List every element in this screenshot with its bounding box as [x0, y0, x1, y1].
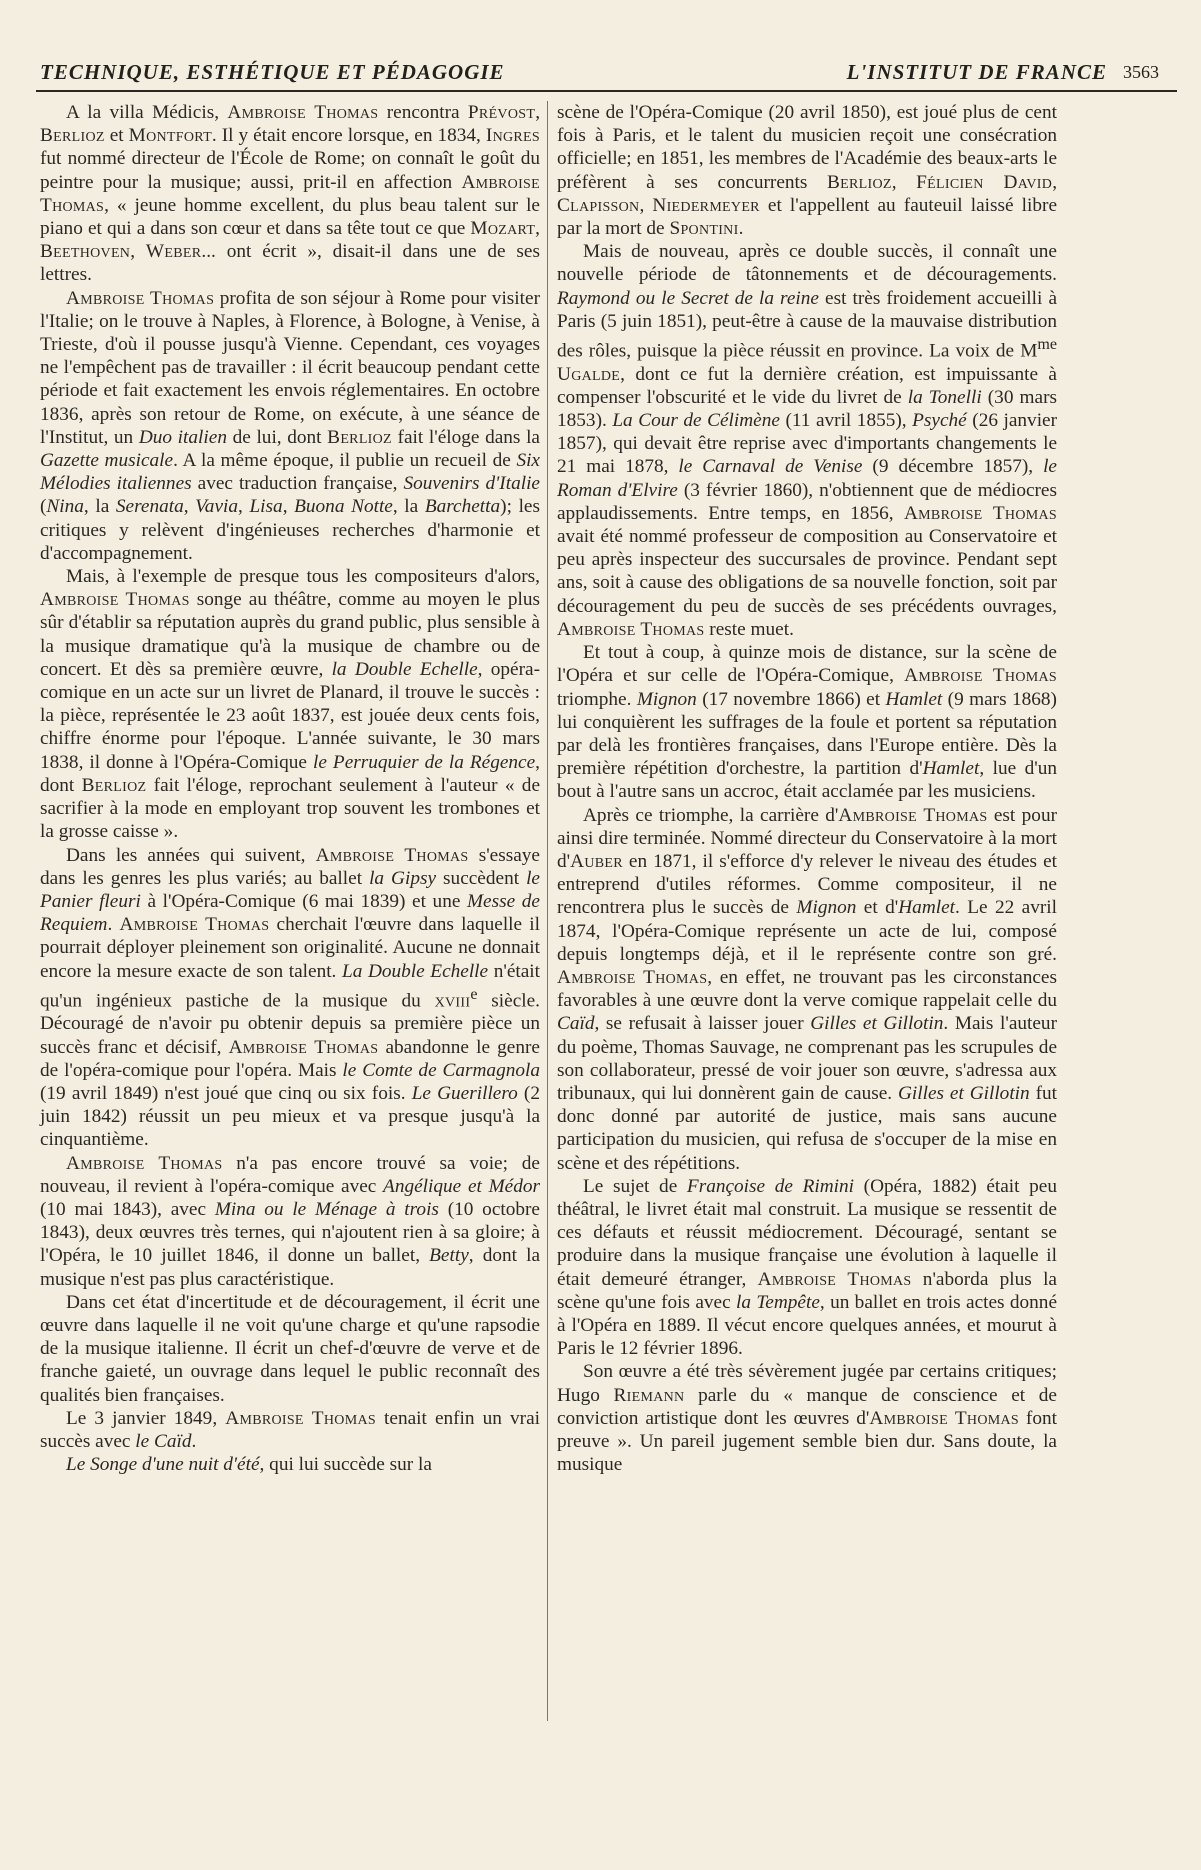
- paragraph: Dans cet état d'incertitude et de découragement, il écrit une œuvre dans laquelle il ne voit qu'une charge et qu'une rapsodie de la musique italienne. Il écrit un chef-d'œuvre de verve et de franche gaieté, un ouvrage dans lequel le public reconnaît des qualités bien françaises.: [40, 1291, 540, 1406]
- paragraph: Ambroise Thomas profita de son séjour à Rome pour visiter l'Italie; on le trouve à Naples, à Florence, à Bologne, à Venise, à Trieste, d'où il pousse jusqu'à Vienne. Cependant, ces voyages ne l'empêchent pas de travailler : il écrit beaucoup pendant cette période et fait exactement les envois réglementaires. En octobre 1836, après son retour de Rome, on exécute, à une séance de l'Institut, un Duo italien de lui, dont Berlioz fait l'éloge dans la Gazette musicale. A la même époque, il publie un recueil de Six Mélodies italiennes avec traduction française, Souvenirs d'Italie (Nina, la Serenata, Vavia, Lisa, Buona Notte, la Barchetta); les critiques y relèvent d'ingénieuses recherches d'harmonie et d'accompagnement.: [40, 287, 540, 564]
- running-header: [40, 60, 1159, 94]
- paragraph: Après ce triomphe, la carrière d'Ambroise Thomas est pour ainsi dire terminée. Nommé directeur du Conservatoire à la mort d'Auber en 1871, il s'efforce d'y relever le niveau des études et entreprend d'utiles réformes. Comme compositeur, il ne rencontrera plus le succès de Mignon et d'Hamlet. Le 22 avril 1874, l'Opéra-Comique représente un acte de lui, composé depuis longtemps déjà, et il le représente contre son gré. Ambroise Thomas, en effet, ne trouvant pas les circonstances favorables à une œuvre dont la verve comique rappelait celle du Caïd, se refusait à laisser jouer Gilles et Gillotin. Mais l'auteur du poème, Thomas Sauvage, ne comprenant pas les scrupules de son collaborateur, pressé de voir jouer son œuvre, s'adressa aux tribunaux, qui lui donnèrent gain de cause. Gilles et Gillotin fut donc donné par autorité de justice, mais sans aucune participation du musicien, qui refusa de s'occuper de la mise en scène et des répétitions.: [557, 804, 1058, 1174]
- paragraph: Dans les années qui suivent, Ambroise Thomas s'essaye dans les genres les plus variés; au ballet la Gipsy succèdent le Panier fleuri à l'Opéra-Comique (6 mai 1839) et une Messe de Requiem. Ambroise Thomas cherchait l'œuvre dans laquelle il pourrait déployer pleinement son originalité. Aucune ne donnait encore la mesure exacte de son talent. La Double Echelle n'était qu'un ingénieux pastiche de la musique du xviii$^e$ siècle. Découragé de n'avoir pu obtenir depuis sa première pièce un succès franc et décisif, Ambroise Thomas abandonne le genre de l'opéra-comique pour l'opéra. Mais le Comte de Carmagnola (19 avril 1849) n'est joué que cinq ou six fois. Le Guerillero (2 juin 1842) réussit un peu mieux et va presque jusqu'à la cinquantième.: [40, 844, 541, 1151]
- running-title-right: L'INSTITUT DE FRANCE: [846, 60, 1107, 84]
- paragraph: Le Songe d'une nuit d'été, qui lui succède sur la: [66, 1454, 432, 1476]
- page-number: 3563: [1123, 62, 1159, 82]
- paragraph: Le 3 janvier 1849, Ambroise Thomas tenait enfin un vrai succès avec le Caïd.: [40, 1407, 540, 1452]
- paragraph: scène de l'Opéra-Comique (20 avril 1850), est joué plus de cent fois à Paris, et le talent du musicien reçoit une consécration officielle; en 1851, les membres de l'Académie des beaux-arts le préfèrent à ses concurrents Berlioz, Félicien David, Clapisson, Niedermeyer et l'appellent au fauteuil laissé libre par la mort de Spontini.: [557, 102, 1058, 240]
- running-title-left: TECHNIQUE, ESTHÉTIQUE ET PÉDAGOGIE: [40, 60, 505, 84]
- paragraph: Et tout à coup, à quinze mois de distance, sur la scène de l'Opéra et sur celle de l'Opéra-Comique, Ambroise Thomas triomphe. Mignon (17 novembre 1866) et Hamlet (9 mars 1868) lui conquièrent les suffrages de la foule et portent sa réputation par delà les frontières françaises, dans l'Europe entière. Dès la première répétition d'orchestre, la partition d'Hamlet, lue d'un bout à l'autre sans un accroc, était acclamée par les musiciens.: [557, 642, 1057, 803]
- right-column: [557, 101, 1057, 1476]
- paragraph: Son œuvre a été très sévèrement jugée par certains critiques; Hugo Riemann parle du « manque de conscience et de conviction artistique dont les œuvres d'Ambroise Thomas font preuve ». Un pareil jugement semble bien dur. Sans doute, la musique: [557, 1361, 1057, 1476]
- paragraph: Ambroise Thomas n'a pas encore trouvé sa voie; de nouveau, il revient à l'opéra-comique avec Angélique et Médor (10 mai 1843), avec Mina ou le Ménage à trois (10 octobre 1843), deux œuvres très ternes, qui n'ajoutent rien à sa gloire; à l'Opéra, le 10 juillet 1846, il donne un ballet, Betty, dont la musique n'est pas plus caractéristique.: [40, 1152, 540, 1290]
- left-column: [40, 101, 540, 1476]
- paragraph: Le sujet de Françoise de Rimini (Opéra, 1882) était peu théâtral, le livret était mal construit. La musique se ressentit de ces défauts et réussit médiocrement. Découragé, sentant se produire dans la musique française une évolution à laquelle il était demeuré étranger, Ambroise Thomas n'aborda plus la scène qu'une fois avec la Tempête, un ballet en trois actes donné à l'Opéra en 1889. Il vécut encore quelques années, et mourut à Paris le 12 février 1896.: [557, 1175, 1057, 1360]
- paragraph: Mais de nouveau, après ce double succès, il connaît une nouvelle période de tâtonnements et de découragements. Raymond ou le Secret de la reine est très froidement accueilli à Paris (5 juin 1851), peut-être à cause de la mauvaise distribution des rôles, puisque la pièce réussit en province. La voix de $M^{me}$ Ugalde, dont ce fut la dernière création, est impuissante à compenser l'obscurité et le vide du livret de la Tonelli (30 mars 1853). La Cour de Célimène (11 avril 1855), Psyché (26 janvier 1857), qui devait être reprise avec d'importants changements le 21 mai 1878, le Carnaval de Venise (9 décembre 1857), le Roman d'Elvire (3 février 1860), n'obtiennent que de médiocres applaudissements. Entre temps, en 1856, Ambroise Thomas avait été nommé professeur de composition au Conservatoire et peu après inspecteur des succursales de province. Pendant sept ans, soit à cause des obligations de sa nouvelle fonction, soit par découragement du peu de succès de ses précédents ouvrages, Ambroise Thomas reste muet.: [557, 241, 1058, 640]
- header-rule: [36, 90, 1177, 92]
- paragraph: Mais, à l'exemple de presque tous les compositeurs d'alors, Ambroise Thomas songe au théâtre, comme au moyen le plus sûr d'établir sa réputation auprès du grand public, plus sensible à la musique dramatique qu'à la musique de chambre ou de concert. Et dès sa première œuvre, la Double Echelle, opéra-comique en un acte sur un livret de Planard, il trouve le succès : la pièce, représentée le 23 août 1837, est jouée deux cents fois, chiffre énorme pour l'époque. L'année suivante, le 30 mars 1838, il donne à l'Opéra-Comique le Perruquier de la Régence, dont Berlioz fait l'éloge, reprochant seulement à l'auteur « de sacrifier à la mode en employant trop souvent les trombones et la grosse caisse ».: [40, 566, 540, 843]
- column-separator: [547, 101, 548, 1721]
- paragraph: A la villa Médicis, Ambroise Thomas rencontra Prévost, Berlioz et Montfort. Il y était encore lorsque, en 1834, Ingres fut nommé directeur de l'École de Rome; on connaît le goût du peintre pour la musique; aussi, prit-il en affection Ambroise Thomas, « jeune homme excellent, du plus beau talent sur le piano et qui a dans son cœur et dans sa tête tout ce que Mozart, Beethoven, Weber... ont écrit », disait-il dans une de ses lettres.: [40, 102, 541, 286]
